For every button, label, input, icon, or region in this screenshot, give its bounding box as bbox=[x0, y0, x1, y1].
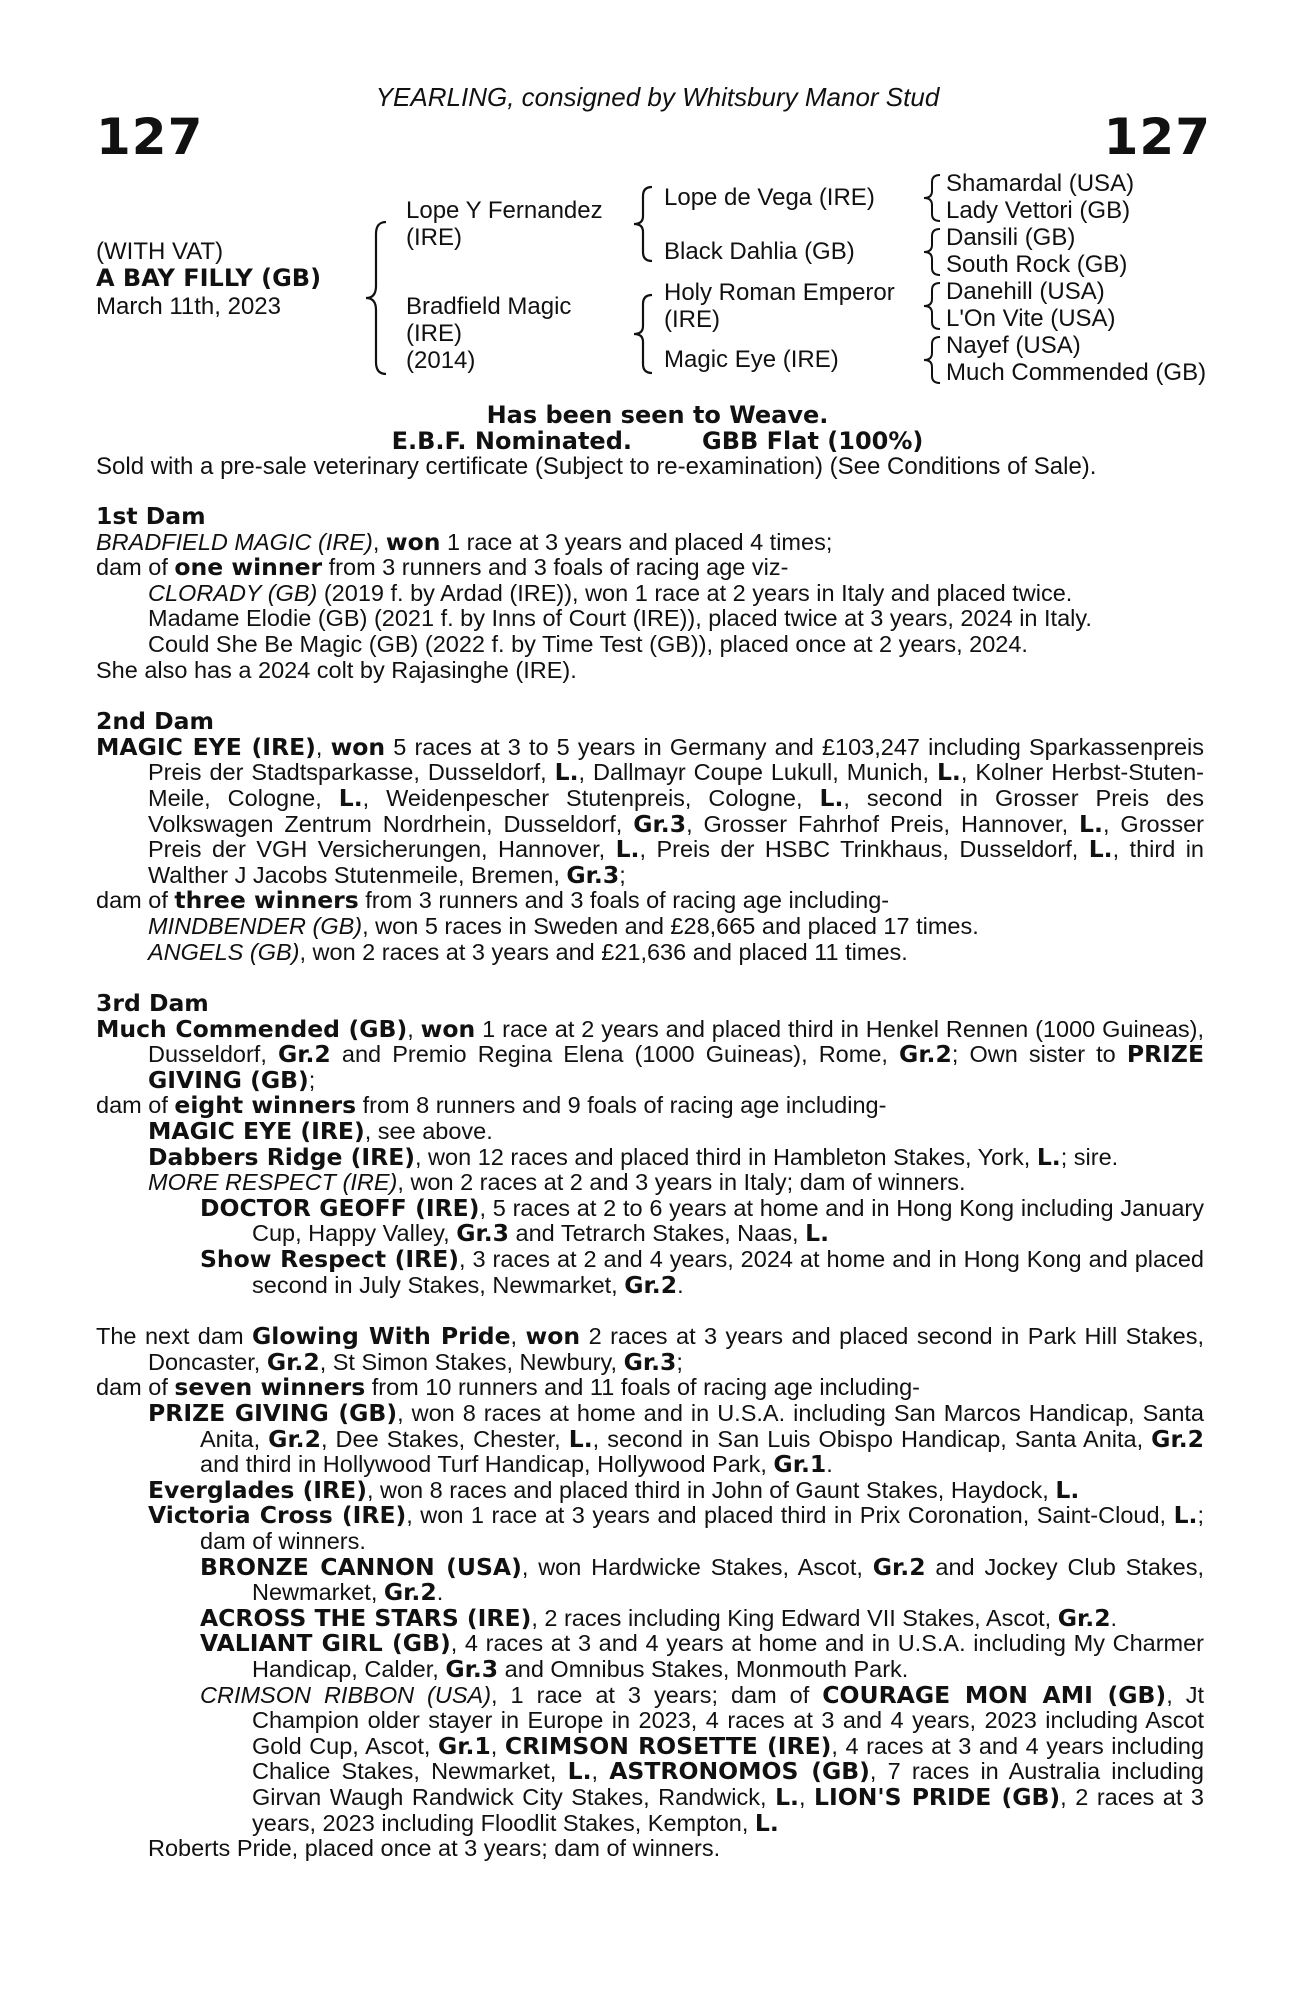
third-dam-summary: Much Commended (GB), won 1 race at 2 years and placed third in Henkel Rennen (1000 Guineas), Dusseldorf, Gr.2 and Premio Regina Elena (1000 Guineas), Rome, Gr.2; Own sister to PRIZE GIVING (GB); bbox=[96, 1014, 1205, 1094]
first-dam-note: She also has a 2024 colt by Rajasinghe (IRE). bbox=[96, 656, 577, 683]
consignor-header: YEARLING, consigned by Whitsbury Manor Stud bbox=[375, 82, 940, 112]
great-grandparents: Shamardal (USA) Lady Vettori (GB) Dansili (GB) South Rock (GB) Danehill (USA) L'On Vite (USA) Nayef (USA) Much Commended (GB) bbox=[946, 170, 1207, 386]
vat-label: (WITH VAT) bbox=[96, 238, 224, 265]
first-dam-summary: BRADFIELD MAGIC (IRE), won 1 race at 3 years and placed 4 times; bbox=[96, 527, 833, 556]
list-item: ANGELS (GB), won 2 races at 3 years and £21,636 and placed 11 times. bbox=[148, 938, 908, 965]
list-item: Madame Elodie (GB) (2021 f. by Inns of Court (IRE)), placed twice at 3 years, 2024 in Italy. bbox=[148, 605, 1092, 632]
list-item: DOCTOR GEOFF (IRE), 5 races at 2 to 6 years at home and in Hong Kong including January Cup, Happy Valley, Gr.3 and Tetrarch Stakes, Naas, L. bbox=[200, 1193, 1204, 1248]
third-dam-produce-summary: dam of eight winners from 8 runners and 9 foals of racing age including- bbox=[96, 1091, 887, 1120]
first-dam-produce-summary: dam of one winner from 3 runners and 3 foals of racing age viz- bbox=[96, 553, 789, 582]
second-dam-heading: 2nd Dam bbox=[96, 707, 214, 736]
pedigree-brace-ggp-1 bbox=[920, 172, 946, 224]
sire-sire: Lope de Vega (IRE) bbox=[664, 184, 875, 211]
list-item: MAGIC EYE (IRE), see above. bbox=[148, 1117, 493, 1146]
horse-name: A BAY FILLY (GB) bbox=[96, 264, 322, 292]
list-item: Victoria Cross (IRE), won 1 race at 3 years and placed third in Prix Coronation, Saint-Cloud, L.; dam of winners. bbox=[148, 1501, 1204, 1554]
list-item: PRIZE GIVING (GB), won 8 races at home and in U.S.A. including San Marcos Handicap, Santa Anita, Gr.2, Dee Stakes, Chester, L., second in San Luis Obispo Handicap, Santa Anita, Gr.2 and third in Hollywood Turf Handicap, Hollywood Park, Gr.1. bbox=[148, 1399, 1204, 1479]
next-dam-produce-summary: dam of seven winners from 10 runners and 11 foals of racing age including- bbox=[96, 1373, 920, 1402]
list-item: Roberts Pride, placed once at 3 years; dam of winners. bbox=[148, 1835, 721, 1862]
list-item: MORE RESPECT (IRE), won 2 races at 2 and 3 years in Italy; dam of winners. bbox=[148, 1169, 966, 1196]
list-item: Could She Be Magic (GB) (2022 f. by Time Test (GB)), placed once at 2 years, 2024. bbox=[148, 630, 1028, 657]
sale-notes bbox=[0, 402, 1315, 454]
weave-note: Has been seen to Weave. bbox=[486, 401, 829, 429]
lot-number-right: 127 bbox=[1103, 108, 1211, 166]
list-item: Show Respect (IRE), 3 races at 2 and 4 years, 2024 at home and in Hong Kong and placed second in July Stakes, Newmarket, Gr.2. bbox=[200, 1245, 1204, 1299]
sire-name: Lope Y Fernandez (IRE) bbox=[406, 197, 603, 251]
second-dam-produce-summary: dam of three winners from 3 runners and 3 foals of racing age including- bbox=[96, 886, 890, 915]
list-item: BRONZE CANNON (USA), won Hardwicke Stakes, Ascot, Gr.2 and Jockey Club Stakes, Newmarket, Gr.2. bbox=[200, 1552, 1205, 1607]
list-item: ACROSS THE STARS (IRE), 2 races including King Edward VII Stakes, Ascot, Gr.2. bbox=[200, 1603, 1118, 1632]
catalogue-body bbox=[96, 504, 1204, 1862]
lot-number-left: 127 bbox=[96, 108, 204, 166]
nomination-note: E.B.F. Nominated. GBB Flat (100%) bbox=[391, 427, 924, 455]
dam-sire: Holy Roman Emperor (IRE) bbox=[664, 279, 895, 333]
second-dam-summary: MAGIC EYE (IRE), won 5 races at 3 to 5 years in Germany and £103,247 including Sparkassenpreis Preis der Stadtsparkasse, Dusseldorf, L., Dallmayr Coupe Lukull, Munich, L., Kolner Herbst-Stuten-Meile, Cologne, L., Weidenpescher Stutenpreis, Cologne, L., second in Grosser Preis des Volkswagen Zentrum Nordrhein, Dusseldorf, Gr.3, Grosser Fahrhof Preis, Hannover, L., Grosser Preis der VGH Versicherungen, Hannover, L., Preis der HSBC Trinkhaus, Dusseldorf, L., third in Walther J Jacobs Stutenmeile, Bremen, Gr.3; bbox=[96, 732, 1205, 889]
third-dam-heading: 3rd Dam bbox=[96, 989, 209, 1018]
pedigree-brace-sire bbox=[630, 184, 658, 264]
first-dam-heading: 1st Dam bbox=[96, 502, 206, 530]
pedigree-brace-ggp-4 bbox=[920, 334, 946, 386]
list-item: VALIANT GIRL (GB), 4 races at 3 and 4 years at home and in U.S.A. including My Charmer Handicap, Calder, Gr.3 and Omnibus Stakes, Monmouth Park. bbox=[200, 1629, 1205, 1683]
vet-certificate-note: Sold with a pre-sale veterinary certificate (Subject to re-examination) (See Conditions of Sale). bbox=[96, 453, 1097, 480]
pedigree-brace-ggp-2 bbox=[920, 226, 946, 278]
pedigree-brace-ggp-3 bbox=[920, 280, 946, 332]
next-dam-summary: The next dam Glowing With Pride, won 2 races at 3 years and placed second in Park Hill Stakes, Doncaster, Gr.2, St Simon Stakes, Newbury, Gr.3; bbox=[96, 1322, 1204, 1376]
list-item: CLORADY (GB) (2019 f. by Ardad (IRE)), won 1 race at 2 years in Italy and placed twice. bbox=[148, 579, 1073, 606]
sire-dam: Black Dahlia (GB) bbox=[664, 238, 855, 265]
foaling-date: March 11th, 2023 bbox=[96, 293, 282, 320]
dam-dam: Magic Eye (IRE) bbox=[664, 346, 839, 373]
list-item: CRIMSON RIBBON (USA), 1 race at 3 years; dam of COURAGE MON AMI (GB), Jt Champion older stayer in Europe in 2023, 4 races at 3 and 4 years, 2023 including Ascot Gold Cup, Ascot, Gr.1, CRIMSON ROSETTE (IRE), 4 races at 3 and 4 years including Chalice Stakes, Newmarket, L., ASTRONOMOS (GB), 7 races in Australia including Girvan Waugh Randwick City Stakes, Randwick, L., LION'S PRIDE (GB), 2 races at 3 years, 2023 including Floodlit Stakes, Kempton, L. bbox=[200, 1680, 1205, 1837]
pedigree-brace-dam bbox=[630, 292, 658, 376]
list-item: Dabbers Ridge (IRE), won 12 races and placed third in Hambleton Stakes, York, L.; sire. bbox=[148, 1142, 1119, 1171]
pedigree-brace-main bbox=[362, 218, 392, 378]
list-item: MINDBENDER (GB), won 5 races in Sweden and £28,665 and placed 17 times. bbox=[148, 912, 979, 939]
list-item: Everglades (IRE), won 8 races and placed third in John of Gaunt Stakes, Haydock, L. bbox=[148, 1475, 1080, 1504]
dam-name: Bradfield Magic (IRE) (2014) bbox=[406, 293, 572, 374]
